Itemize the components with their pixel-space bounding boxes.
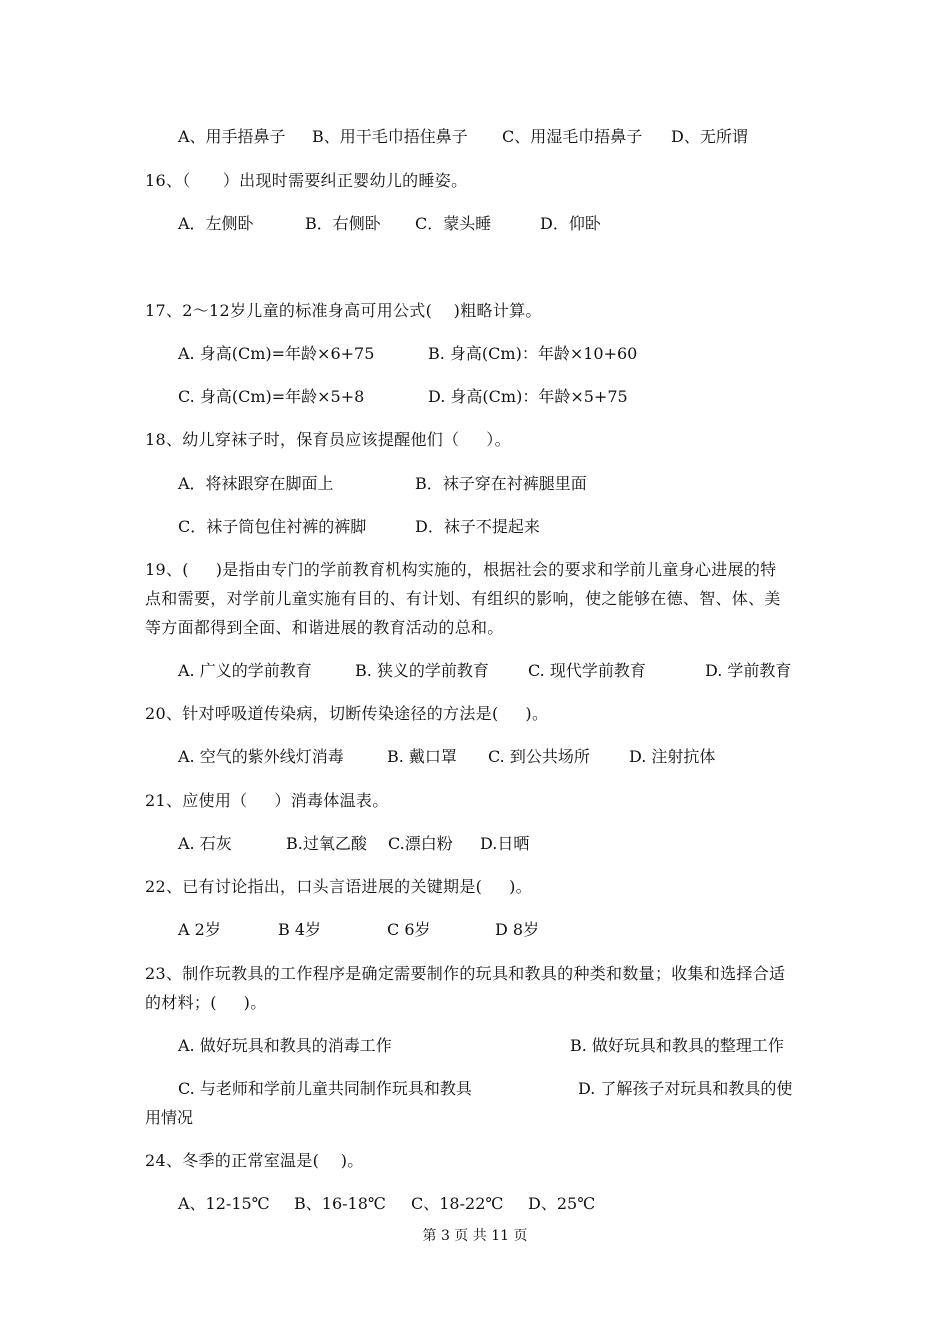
q22-option-a: A 2岁 (178, 920, 221, 939)
q15-option-a: A、用手捂鼻子 (178, 127, 286, 146)
q19-option-d: D. 学前教育 (705, 661, 792, 680)
q23-option-c: C. 与老师和学前儿童共同制作玩具和教具 (178, 1079, 472, 1098)
q19-stem-line-3: 等方面都得到全面、和谐进展的教育活动的总和。 (145, 618, 504, 637)
q22-option-d: D 8岁 (495, 920, 540, 939)
q17-option-a: A. 身高(Cm)=年龄×6+75 (178, 344, 375, 363)
q21-stem: 21、应使用（ ）消毒体温表。 (145, 791, 389, 810)
q17-option-d: D. 身高(Cm)：年龄×5+75 (428, 387, 628, 406)
q24-stem: 24、冬季的正常室温是( )。 (145, 1151, 364, 1170)
q18-option-c: C．袜子筒包住衬裤的裤脚 (178, 517, 367, 536)
q17-option-c: C. 身高(Cm)=年龄×5+8 (178, 387, 365, 406)
q23-stem-line-1: 23、制作玩教具的工作程序是确定需要制作的玩具和教具的种类和数量；收集和选择合适 (145, 964, 786, 983)
q23-option-d: D. 了解孩子对玩具和教具的使 (578, 1079, 793, 1098)
q20-option-c: C. 到公共场所 (488, 747, 590, 766)
q23-option-a: A. 做好玩具和教具的消毒工作 (178, 1036, 392, 1055)
q22-option-b: B 4岁 (278, 920, 322, 939)
q19-stem-line-1: 19、( )是指由专门的学前教育机构实施的，根据社会的要求和学前儿童身心进展的特 (145, 560, 777, 579)
q18-option-a: A．将袜跟穿在脚面上 (178, 474, 334, 493)
q23-option-b: B. 做好玩具和教具的整理工作 (570, 1036, 784, 1055)
q17-stem: 17、2～12岁儿童的标准身高可用公式( )粗略计算。 (145, 301, 542, 320)
q17-option-b: B. 身高(Cm)：年龄×10+60 (428, 344, 638, 363)
q15-option-b: B、用干毛巾捂住鼻子 (312, 127, 468, 146)
q18-option-d: D．袜子不提起来 (415, 517, 540, 536)
q20-option-a: A. 空气的紫外线灯消毒 (178, 747, 344, 766)
q16-option-d: D．仰卧 (540, 214, 601, 233)
q16-option-a: A．左侧卧 (178, 214, 254, 233)
q21-option-d: D.日晒 (480, 834, 530, 853)
q24-option-c: C、18-22℃ (411, 1194, 504, 1213)
q18-stem: 18、幼儿穿袜子时，保育员应该提醒他们（ ）。 (145, 430, 511, 449)
q16-option-c: C．蒙头睡 (415, 214, 492, 233)
q23-stem-line-2: 的材料；( )。 (145, 993, 267, 1012)
q21-option-b: B.过氧乙酸 (286, 834, 367, 853)
q19-option-a: A. 广义的学前教育 (178, 661, 312, 680)
q20-stem: 20、针对呼吸道传染病，切断传染途径的方法是( )。 (145, 704, 549, 723)
q22-stem: 22、已有讨论指出，口头言语进展的关键期是( )。 (145, 877, 532, 896)
q19-option-b: B. 狭义的学前教育 (355, 661, 489, 680)
q24-option-a: A、12-15℃ (178, 1194, 270, 1213)
q16-option-b: B．右侧卧 (305, 214, 381, 233)
q22-option-c: C 6岁 (387, 920, 431, 939)
q21-option-c: C.漂白粉 (388, 834, 453, 853)
q15-option-c: C、用湿毛巾捂鼻子 (502, 127, 643, 146)
q20-option-b: B. 戴口罩 (387, 747, 457, 766)
q21-option-a: A. 石灰 (178, 834, 232, 853)
q24-option-b: B、16-18℃ (294, 1194, 386, 1213)
q19-option-c: C. 现代学前教育 (528, 661, 646, 680)
q23-option-d-wrap: 用情况 (145, 1108, 194, 1127)
q19-stem-line-2: 点和需要，对学前儿童实施有目的、有计划、有组织的影响，使之能够在德、智、体、美 (145, 589, 781, 608)
q20-option-d: D. 注射抗体 (629, 747, 716, 766)
q15-option-d: D、无所谓 (671, 127, 748, 146)
page-number-footer: 第 3 页 共 11 页 (422, 1228, 528, 1244)
q18-option-b: B．袜子穿在衬裤腿里面 (415, 474, 587, 493)
q16-stem: 16、（ ）出现时需要纠正婴幼儿的睡姿。 (145, 171, 468, 190)
q24-option-d: D、25℃ (528, 1194, 596, 1213)
